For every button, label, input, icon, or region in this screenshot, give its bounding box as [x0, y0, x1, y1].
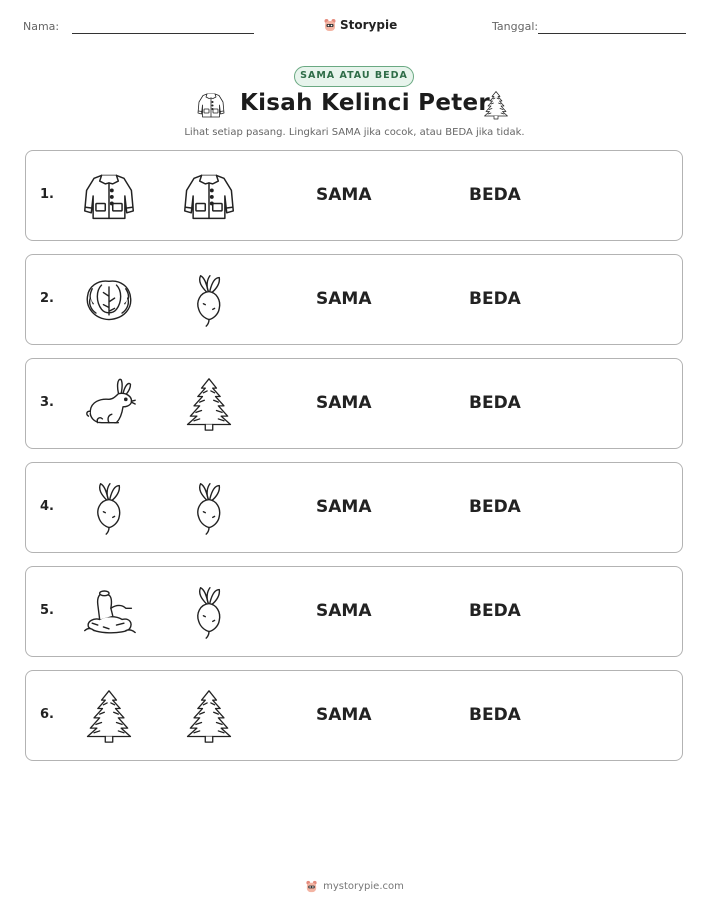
page-title: Kisah Kelinci Peter [240, 90, 491, 116]
footer-url[interactable]: mystorypie.com [323, 881, 404, 892]
option-same[interactable]: SAMA [316, 185, 372, 205]
title-row [0, 88, 709, 126]
date-label: Tanggal: [492, 20, 539, 33]
pair-row-5 [25, 566, 683, 657]
option-different[interactable]: BEDA [469, 185, 521, 205]
pine-tree-icon [481, 90, 511, 120]
brand-name: Storypie [340, 18, 398, 32]
brand-logo [323, 18, 397, 32]
option-same[interactable]: SAMA [316, 601, 372, 621]
option-different[interactable]: BEDA [469, 497, 521, 517]
row-number: 4. [40, 499, 54, 514]
name-line[interactable] [72, 33, 254, 34]
jacket-icon [181, 168, 237, 224]
row-number: 6. [40, 707, 54, 722]
rabbit-icon [81, 376, 137, 432]
pair-row-1 [25, 150, 683, 241]
pair-row-6 [25, 670, 683, 761]
name-label: Nama: [23, 20, 60, 33]
date-line[interactable] [538, 33, 686, 34]
row-number: 1. [40, 187, 54, 202]
jacket-icon [196, 90, 226, 120]
tree-stump-icon [81, 584, 137, 640]
option-same[interactable]: SAMA [316, 289, 372, 309]
worksheet-header [0, 18, 709, 42]
pair-row-3 [25, 358, 683, 449]
option-same[interactable]: SAMA [316, 497, 372, 517]
row-number: 2. [40, 291, 54, 306]
pine-tree-icon [181, 688, 237, 744]
pine-tree-icon [81, 688, 137, 744]
option-different[interactable]: BEDA [469, 289, 521, 309]
option-different[interactable]: BEDA [469, 705, 521, 725]
storypie-mascot-icon [323, 18, 337, 32]
radish-icon [181, 480, 237, 536]
jacket-icon [81, 168, 137, 224]
pair-row-2 [25, 254, 683, 345]
cabbage-icon [81, 272, 137, 328]
row-number: 5. [40, 603, 54, 618]
pine-tree-icon [181, 376, 237, 432]
row-number: 3. [40, 395, 54, 410]
option-same[interactable]: SAMA [316, 393, 372, 413]
radish-icon [81, 480, 137, 536]
option-different[interactable]: BEDA [469, 601, 521, 621]
footer [0, 880, 709, 893]
pair-row-4 [25, 462, 683, 553]
option-different[interactable]: BEDA [469, 393, 521, 413]
radish-icon [181, 272, 237, 328]
instructions: Lihat setiap pasang. Lingkari SAMA jika cocok, atau BEDA jika tidak. [184, 127, 525, 138]
storypie-mascot-icon [305, 880, 318, 893]
radish-icon [181, 584, 237, 640]
option-same[interactable]: SAMA [316, 705, 372, 725]
activity-badge: SAMA ATAU BEDA [294, 66, 414, 87]
